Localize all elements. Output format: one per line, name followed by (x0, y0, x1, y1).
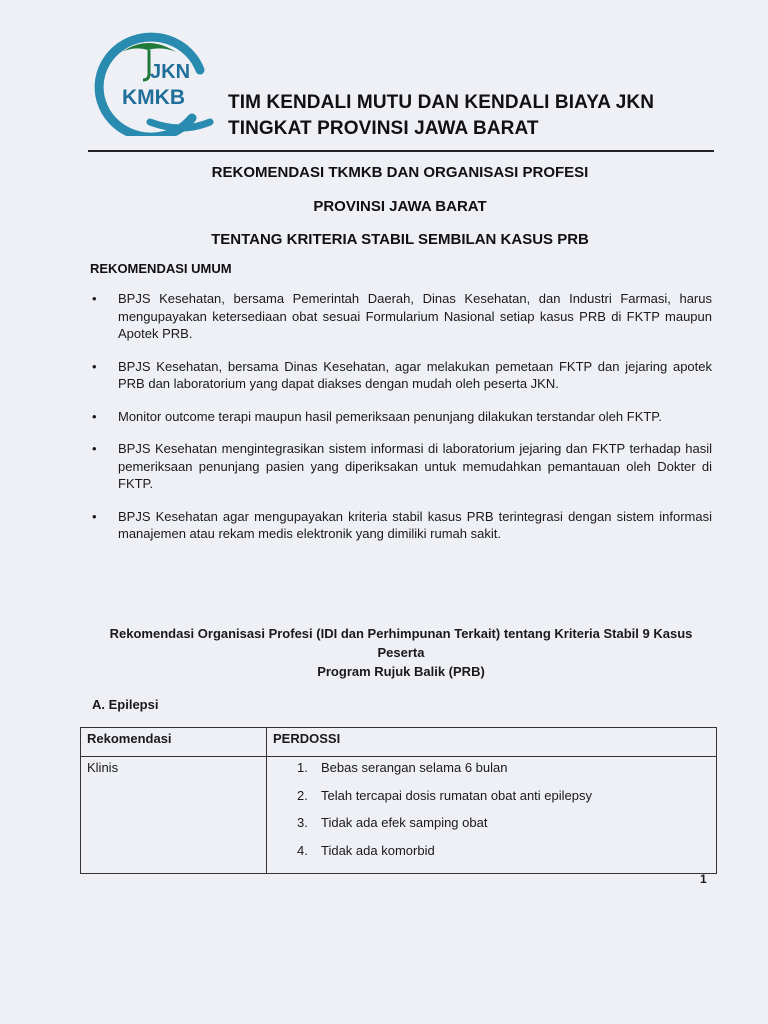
organization-title-line1: TIM KENDALI MUTU DAN KENDALI BIAYA JKN (228, 92, 655, 113)
profession-heading-line1: Rekomendasi Organisasi Profesi (IDI dan Perhimpunan Terkait) tentang Kriteria Stabil 9 Kasus Peserta (109, 626, 693, 660)
logo-text-kmkb: KMKB (122, 86, 185, 109)
table-header-perdossi: PERDOSSI (267, 728, 717, 757)
table-header-recommendation: Rekomendasi (81, 728, 267, 757)
list-item: 2. Telah tercapai dosis rumatan obat anti epilepsy (297, 787, 592, 803)
list-item: 3. Tidak ada efek samping obat (297, 815, 488, 830)
general-recommendations-list (90, 290, 712, 558)
profession-heading-line2: Program Rujuk Balik (PRB) (317, 664, 485, 679)
profession-recommendation-heading (90, 624, 712, 681)
page-number: 1 (700, 872, 707, 886)
organization-title (228, 90, 654, 142)
document-title-line3: TENTANG KRITERIA STABIL SEMBILAN KASUS PRB (211, 231, 589, 248)
logo-text-jkn: JKN (150, 61, 191, 83)
table-header-row (81, 728, 717, 757)
list-item: • Monitor outcome terapi maupun hasil pemeriksaan penunjang dilakukan terstandar oleh FKTP. (92, 408, 662, 424)
general-recommendations-heading: REKOMENDASI UMUM (90, 261, 232, 276)
row-label-clinical: Klinis (81, 757, 267, 874)
criteria-cell (267, 757, 717, 874)
jkn-kmkb-logo (92, 30, 214, 136)
header-divider (88, 150, 714, 152)
criteria-list (273, 760, 710, 870)
table-row (81, 757, 717, 874)
list-item: 1. Bebas serangan selama 6 bulan (297, 760, 508, 775)
document-title-line2: PROVINSI JAWA BARAT (313, 198, 487, 215)
list-item: • BPJS Kesehatan, bersama Dinas Kesehatan, agar melakukan pemetaan FKTP dan jejaring apotek PRB dan laboratorium yang dapat diakses dengan mudah oleh peserta JKN. (92, 358, 712, 391)
document-title-line1: REKOMENDASI TKMKB DAN ORGANISASI PROFESI (211, 164, 589, 181)
epilepsy-criteria-table (80, 727, 717, 874)
list-item: • BPJS Kesehatan mengintegrasikan sistem informasi di laboratorium jejaring dan FKTP terhadap hasil pemeriksaan penunjang pasien yang diperiksakan untuk memudahkan pemantauan oleh Dokter di FKTP. (92, 441, 712, 491)
list-item: • BPJS Kesehatan agar mengupayakan kriteria stabil kasus PRB terintegrasi dengan sistem informasi manajemen atau rekam medis elektronik yang dimiliki rumah sakit. (92, 508, 712, 541)
list-item: • BPJS Kesehatan, bersama Pemerintah Daerah, Dinas Kesehatan, dan Industri Farmasi, harus mengupayakan ketersediaan obat sesuai Formularium Nasional setiap kasus PRB di FKTP maupun Apotek PRB. (92, 291, 712, 341)
section-a-heading: A. Epilepsi (92, 697, 159, 712)
organization-title-line2: TINGKAT PROVINSI JAWA BARAT (228, 118, 539, 139)
list-item: 4. Tidak ada komorbid (297, 842, 435, 858)
